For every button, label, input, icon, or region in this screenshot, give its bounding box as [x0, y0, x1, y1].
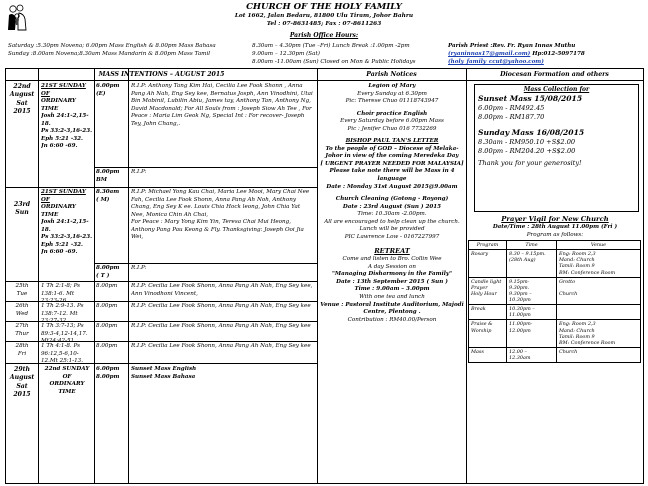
vigil-date: Date/Time : 28th August 11.00pm (Fri ) — [492, 224, 618, 231]
mass-collection: Mass Collection for Sunset Mass 15/08/2015 6.00pm - RM492.45 8.00pm - RM187.70 Sunday Mass 16/08/2015 8.30am - RM950.10 +S$2.00 8.00pm - RM204.20 +S$2.00 Thank you for your generosity! — [478, 86, 635, 168]
weekday-date: 25th Tue — [15, 283, 29, 297]
table-row: Rosary 8.30 – 9.15pm. (28th Aug) Eng: Room 2,3 Mand: Church Tamil: Room 9 BM: Conference Room — [469, 250, 641, 278]
header-divider — [6, 80, 643, 81]
bulletin-header — [0, 2, 648, 28]
collection-sat-title: Sunset Mass 15/08/2015 — [478, 94, 583, 104]
table-header-row — [469, 241, 641, 250]
church-address: Lot 1662, Jalan Bedaru, 81800 Ulu Tiram, Johor Bahru — [234, 13, 414, 20]
table-header: Time — [507, 241, 557, 250]
table-row: Candle light Prayer Holy Hour 9.15pm- 9.30pm. 9.30pm – 10.30pm Grotto Church — [469, 277, 641, 305]
mass-intention-text: Sunset Mass English Sunset Mass Bahasa — [131, 366, 197, 380]
divider — [38, 69, 39, 483]
divider — [6, 341, 317, 342]
weekday-date: 28th Fri — [15, 343, 29, 357]
mass-times-saturday: Saturday :5.30pm Novena; 6.00pm Mass English & 8.00pm Mass Bahasa — [8, 43, 216, 49]
mass-intention-text: R.I.P: Michael Yong Kau Chai, Maria Lee Mooi, Mary Chai Nee Fah, Cecilia Lee Fook Shonn, Anna Pang Ah Noh, Anthony Chang, Eng Sey K ee. Louis Chia Hock leong, John Chia Yat Nee, Monica Chin Ah Chai, For Peace : Mary Yong Kim Yin, Teresa Chai Mui Heong, Anthony Pang Pau Keong & Fly. Thanksgiving: Joseph Ooi Jia Wei, — [131, 189, 310, 241]
mass-times — [8, 42, 216, 58]
vigil-program-label: Program as follows: — [526, 231, 584, 238]
collection-sun-title: Sunday Mass 16/08/2015 — [478, 128, 585, 138]
weekday-date: 27th Thur — [15, 323, 29, 337]
legion-title: Legion of Mary — [368, 83, 416, 89]
office-hours-sunday: 8.00am -11.00am (Sun) Closed on Mon & Public Holidays — [252, 59, 416, 66]
divider — [94, 263, 317, 264]
mass-time: 8.30am ( M) — [96, 189, 120, 203]
weekday-reading: 1 Th 2:9-13. Ps 138:7-12. Mt 23:27-32. — [41, 303, 84, 325]
prayer-vigil — [468, 215, 642, 239]
priest-info — [448, 42, 585, 66]
divider — [6, 363, 317, 364]
office-hours-title: Parish Office Hours: — [289, 32, 359, 39]
weekday-date: 26th Wed — [15, 303, 29, 317]
day-date: 23rd Sun — [13, 201, 31, 217]
mass-intention-text: R.I.P: Cecilia Lee Fook Shonn, Anna Pang Ah Nah, Eng Sey kee — [131, 323, 311, 329]
priest-name: Parish Priest :Rev. Fr. Ryan Innas Muthu — [448, 43, 576, 49]
retreat-title: RETREAT — [374, 247, 410, 256]
bishop-title: BISHOP PAUL TAN'S LETTER — [345, 138, 439, 145]
divider — [6, 281, 317, 282]
diocesan-header: Diocesan Formation and others — [500, 71, 609, 78]
mass-time: 6.00pm 8.00pm — [96, 366, 120, 380]
weekday-reading: 1 Th 2:1-8; Ps 138:1-6. Mt 23:23-26. — [41, 283, 81, 305]
mass-times-sunday: Sunday :8.00am Novena;8.30am Mass Mandarin & 8.00pm Mass Tamil — [8, 51, 211, 58]
priest-email-link[interactable]: (ryaninnas17@gmail.com) — [448, 51, 531, 58]
day-date: 29th August Sat 2015 — [9, 366, 35, 399]
mass-intention-text: R.I.P: Anthony Tang Kim Hai, Cecilia Lee Fook Shonn , Anna Pang Ah Nah, Eng Sey kee, Bernatus Josph, Ann Vinodhini, Utai Bin Mobinil, Lubilin Abiu, James tay, Anthony Tan, Anthony Ng, David Macdonald; For All Souls from : Joseph Siow Ah Tee , For Peace : Maria Lim Geok Ng, Special Int : For recover- Joseph Tey, John Chang,. — [131, 83, 313, 127]
day-liturgy: 21ST SUNDAY OF ORDINARY TIME Josh 24:1-2,15-18. Ps 33:2-3,16-23. Eph 5:21 -32. Jn 6:60 -69. — [41, 189, 93, 256]
legion-body: Every Sunday at 6.30pm Pic: Therese Chuo 01118743947 — [345, 90, 439, 105]
retreat-intro: Come and listen to Bro. Collin Wee A day Session on — [342, 256, 442, 270]
day-liturgy: 21ST SUNDAY OF ORDINARY TIME Josh 24:1-2,15-18. Ps 33:2-3,16-23. Eph 5:21 -32. Jn 6:60 -69. — [41, 83, 93, 150]
collection-title: Mass Collection for — [523, 86, 590, 93]
office-hours-saturday: 9.00am – 12.30pm (Sat) — [252, 51, 320, 58]
office-hours-weekday: 8.30am – 4.30pm (Tue –Fri) Lunch Break :1.00pm -2pm — [252, 43, 410, 49]
retreat-fee: Contribution : RM40.00/Person — [347, 316, 437, 323]
day-liturgy: 22nd SUNDAY OF ORDINARY TIME — [44, 366, 90, 395]
church-phone: Tel : 07-8631485; Fax : 07-8611263 — [266, 20, 382, 27]
table-row: Praise & Worship 11.00pm- 12.00pm Eng: Room 2,3 Mand: Church Tamil: Room 9 BM: Conference Room — [469, 320, 641, 348]
divider — [6, 321, 317, 322]
mass-intention-text: R.I.P: Cecilia Lee Fook Shonn, Anna Pang Ah Nah, Eng Sey kee — [131, 303, 311, 309]
church-name: CHURCH OF THE HOLY FAMILY — [246, 2, 402, 12]
parish-email-link[interactable]: (holy_family_ccut@yahoo.com) — [448, 59, 544, 66]
choir-title: Choir practice English — [356, 110, 428, 117]
mass-time: 8.00pm — [96, 343, 118, 349]
bulletin-grid — [5, 68, 644, 484]
cleaning-title: Church Cleaning (Gotong - Royong) — [335, 196, 449, 203]
mass-time: 6.00pm (E) — [96, 83, 120, 97]
retreat-topic: "Managing Disharmony in the Family" — [332, 271, 452, 278]
retreat-lunch: With one tea and lunch — [359, 294, 425, 301]
collection-thanks: Thank you for your generosity! — [478, 159, 582, 168]
retreat-date: Date : 13th September 2015 ( Sun ) — [336, 278, 448, 285]
mass-time: 8.00pm — [96, 283, 118, 289]
cleaning-date: Date : 23rd August (Sun ) 2015 — [342, 203, 442, 210]
weekday-reading: 1 Th 3:7-13; Ps 89:3-4,12-14,17. Mt24:42-51. — [41, 323, 88, 345]
mass-intentions-header: MASS INTENTIONS – AUGUST 2015 — [98, 71, 225, 78]
divider — [466, 69, 467, 483]
divider — [128, 69, 129, 483]
divider — [94, 167, 317, 168]
table-row: Break 10.30pm – 11.00pm — [469, 305, 641, 320]
mass-intention-text: R.I.P: — [131, 169, 147, 175]
choir-body: Every Saturday before 6.00pm Mass Pic : Jenifer Chuo 016 7732269 — [340, 118, 444, 132]
divider — [317, 69, 318, 483]
mass-time: 8.00pm ( T ) — [96, 265, 120, 279]
mass-intention-text: R.I.P: Cecilia Lee Fook Shonn, Anna Pang Ah Nah, Eng Sey kee, Ann Vinodhoni Vincent, — [131, 283, 313, 297]
bishop-body: To the people of GOD – Diocese of Melaka- Johor in view of the coming Meredeka Day [ URGENT PRAYER NEEDED FOR MALAYSIA] Please take note there will be Mass in 4 language Date : Monday 31st August 2015@9.00am — [320, 145, 464, 190]
divider — [94, 69, 95, 483]
parish-notices — [320, 83, 464, 324]
table-header: Venue — [557, 241, 641, 250]
divider — [6, 301, 317, 302]
vigil-program-table — [468, 240, 641, 363]
office-hours — [252, 42, 416, 66]
mass-time: 8.00pm — [96, 303, 118, 309]
day-date: 22nd August Sat 2015 — [9, 83, 35, 116]
mass-time: 8.00pm — [96, 323, 118, 329]
weekday-reading: 1 Th 4:1-8. Ps 96:12,5-6,10-12.Mt 25:1-13. — [41, 343, 83, 365]
mass-time: 8.00pm BM — [96, 169, 120, 183]
vigil-title: Prayer Vigil for New Church — [501, 215, 609, 223]
retreat-venue: Venue : Pastoral Institute Auditorium, Majodi Centre, Plentong . — [320, 301, 464, 316]
table-row: Mass 12.00 – 12.30am Church — [469, 347, 641, 362]
mass-intention-text: R.I.P: Cecilia Lee Fook Shonn, Anna Pang Ah Nah, Eng Sey kee — [131, 343, 311, 349]
parish-notices-header: Parish Notices — [366, 71, 417, 78]
cleaning-body: Time: 10.30am -2.00pm. All are encouraged to help clean up the church. Lunch will be provided PIC Lawrence Low - 0167227997 — [324, 211, 460, 240]
divider — [6, 187, 317, 188]
retreat-time: Time : 9.00am – 3.00pm — [354, 286, 430, 293]
mass-intention-text: R.I.P: — [131, 265, 147, 271]
priest-hp: Hp:012-5097178 — [532, 51, 585, 58]
table-header: Program — [469, 241, 507, 250]
